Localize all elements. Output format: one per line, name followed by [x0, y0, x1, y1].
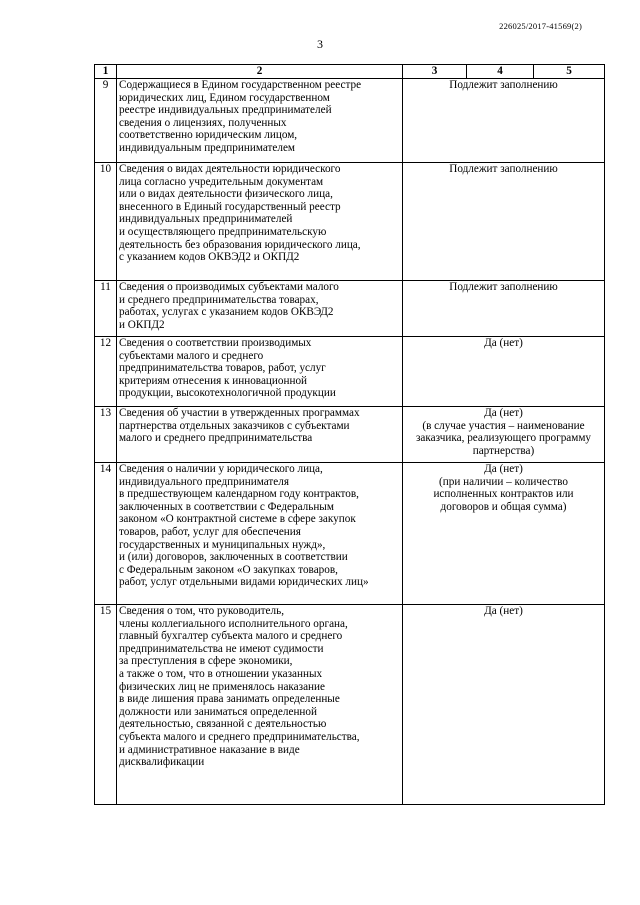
- description-line: в предшествующем календарном году контрактов,: [119, 488, 359, 501]
- table-row: [95, 407, 605, 463]
- header-row: [95, 65, 605, 79]
- row-number: 9: [95, 79, 117, 163]
- value-line: Да (нет): [484, 337, 523, 349]
- description-line: работах, услугах с указанием кодов ОКВЭД2: [119, 306, 334, 319]
- description-line: партнерства отдельных заказчиков с субъектами: [119, 419, 350, 432]
- description-line: Сведения об участии в утвержденных программах: [119, 407, 360, 419]
- table-row: [95, 281, 605, 337]
- value-line: (в случае участия – наименование: [422, 419, 585, 432]
- description-line: и осуществляющего предпринимательскую: [119, 225, 327, 238]
- row-value: [403, 281, 605, 337]
- table-row: [95, 163, 605, 281]
- description-line: Содержащиеся в Едином государственном реестре: [119, 79, 362, 91]
- description-line: члены коллегиального исполнительного органа,: [119, 617, 348, 630]
- value-line: заказчика, реализующего программу: [415, 432, 592, 445]
- description-line: законом «О контрактной системе в сфере закупок: [119, 513, 356, 526]
- description-line: сведения о лицензиях, полученных: [119, 116, 287, 129]
- description-line: Сведения о наличии у юридического лица,: [119, 463, 323, 475]
- description-line: и среднего предпринимательства товарах,: [119, 293, 319, 306]
- row-number: 14: [95, 463, 117, 605]
- column-header-3: 3: [403, 65, 467, 79]
- description-line: с Федеральным законом «О закупках товаров,: [119, 563, 338, 576]
- description-line: Сведения о том, что руководитель,: [119, 605, 285, 617]
- description-line: юридических лиц, Едином государственном: [119, 91, 330, 104]
- description-line: предпринимательства товаров, работ, услуг: [119, 362, 326, 375]
- description-line: деятельность без образования юридического лица,: [119, 238, 361, 251]
- description-line: Сведения о видах деятельности юридического: [119, 163, 341, 175]
- description-line: деятельностью, связанной с деятельностью: [119, 718, 327, 731]
- description-line: индивидуальным предпринимателем: [119, 141, 295, 154]
- description-line: Сведения о производимых субъектами малого: [119, 281, 339, 293]
- description-line: критериям отнесения к инновационной: [119, 374, 308, 387]
- table-body: [95, 79, 605, 805]
- row-number: 12: [95, 337, 117, 407]
- row-description: [117, 463, 403, 605]
- column-header-4: 4: [467, 65, 534, 79]
- description-line: субъекта малого и среднего предпринимательства,: [119, 730, 360, 743]
- row-value: [403, 163, 605, 281]
- description-line: или о видах деятельности физического лица,: [119, 188, 333, 201]
- row-value: [403, 79, 605, 163]
- value-line: Подлежит заполнению: [449, 79, 558, 91]
- column-header-2: 2: [117, 65, 403, 79]
- description-line: малого и среднего предпринимательства: [119, 432, 313, 445]
- value-line: Да (нет): [484, 407, 523, 419]
- document-id: 226025/2017-41569(2): [499, 21, 582, 31]
- page-number: 3: [317, 37, 323, 51]
- description-line: Сведения о соответствии производимых: [119, 337, 312, 349]
- value-line: Подлежит заполнению: [449, 281, 558, 293]
- description-line: главный бухгалтер субъекта малого и среднего: [119, 630, 343, 643]
- row-description: [117, 79, 403, 163]
- register-table: [94, 64, 605, 805]
- description-line: в виде лишения права занимать определенные: [119, 693, 340, 706]
- row-description: [117, 163, 403, 281]
- table-row: [95, 463, 605, 605]
- description-line: соответственно юридическим лицом,: [119, 129, 298, 142]
- description-line: товаров, работ, услуг для обеспечения: [119, 525, 301, 538]
- table-header: [95, 65, 605, 79]
- description-line: индивидуальных предпринимателей: [119, 213, 293, 226]
- value-line: Да (нет): [484, 463, 523, 475]
- description-line: заключенных в соответствии с Федеральным: [119, 500, 334, 513]
- description-line: должности или заниматься определенной: [119, 705, 317, 718]
- description-line: внесенного в Единый государственный реестр: [119, 200, 341, 213]
- value-line: (при наличии – количество: [439, 475, 568, 488]
- row-description: [117, 605, 403, 805]
- description-line: и ОКПД2: [119, 318, 165, 331]
- value-line: договоров и общая сумма): [440, 500, 567, 513]
- row-number: 13: [95, 407, 117, 463]
- description-line: физических лиц не применялось наказание: [119, 680, 325, 693]
- row-value: [403, 407, 605, 463]
- row-value: [403, 337, 605, 407]
- table-row: [95, 605, 605, 805]
- description-line: реестре индивидуальных предпринимателей: [119, 104, 332, 117]
- row-number: 10: [95, 163, 117, 281]
- table-row: [95, 79, 605, 163]
- description-line: предпринимательства не имеют судимости: [119, 642, 324, 655]
- description-line: дисквалификации: [119, 756, 205, 769]
- column-header-1: 1: [95, 65, 117, 79]
- row-value: [403, 463, 605, 605]
- description-line: продукции, высокотехнологичной продукции: [119, 387, 336, 400]
- row-description: [117, 407, 403, 463]
- description-line: лица согласно учредительным документам: [119, 175, 324, 188]
- description-line: за преступления в сфере экономики,: [119, 655, 293, 668]
- description-line: индивидуального предпринимателя: [119, 475, 289, 488]
- value-line: Да (нет): [484, 605, 523, 617]
- row-description: [117, 337, 403, 407]
- row-description: [117, 281, 403, 337]
- description-line: с указанием кодов ОКВЭД2 и ОКПД2: [119, 251, 300, 264]
- row-number: 11: [95, 281, 117, 337]
- description-line: и административное наказание в виде: [119, 743, 300, 756]
- value-line: партнерства): [472, 444, 535, 457]
- description-line: субъектами малого и среднего: [119, 349, 264, 362]
- value-line: Подлежит заполнению: [449, 163, 558, 175]
- table-row: [95, 337, 605, 407]
- description-line: работ, услуг отдельными видами юридических лиц»: [119, 576, 369, 589]
- description-line: а также о том, что в отношении указанных: [119, 667, 323, 680]
- value-line: исполненных контрактов или: [433, 488, 574, 501]
- row-value: [403, 605, 605, 805]
- description-line: и (или) договоров, заключенных в соответствии: [119, 551, 348, 564]
- column-header-5: 5: [534, 65, 605, 79]
- row-number: 15: [95, 605, 117, 805]
- description-line: государственных и муниципальных нужд»,: [119, 538, 326, 551]
